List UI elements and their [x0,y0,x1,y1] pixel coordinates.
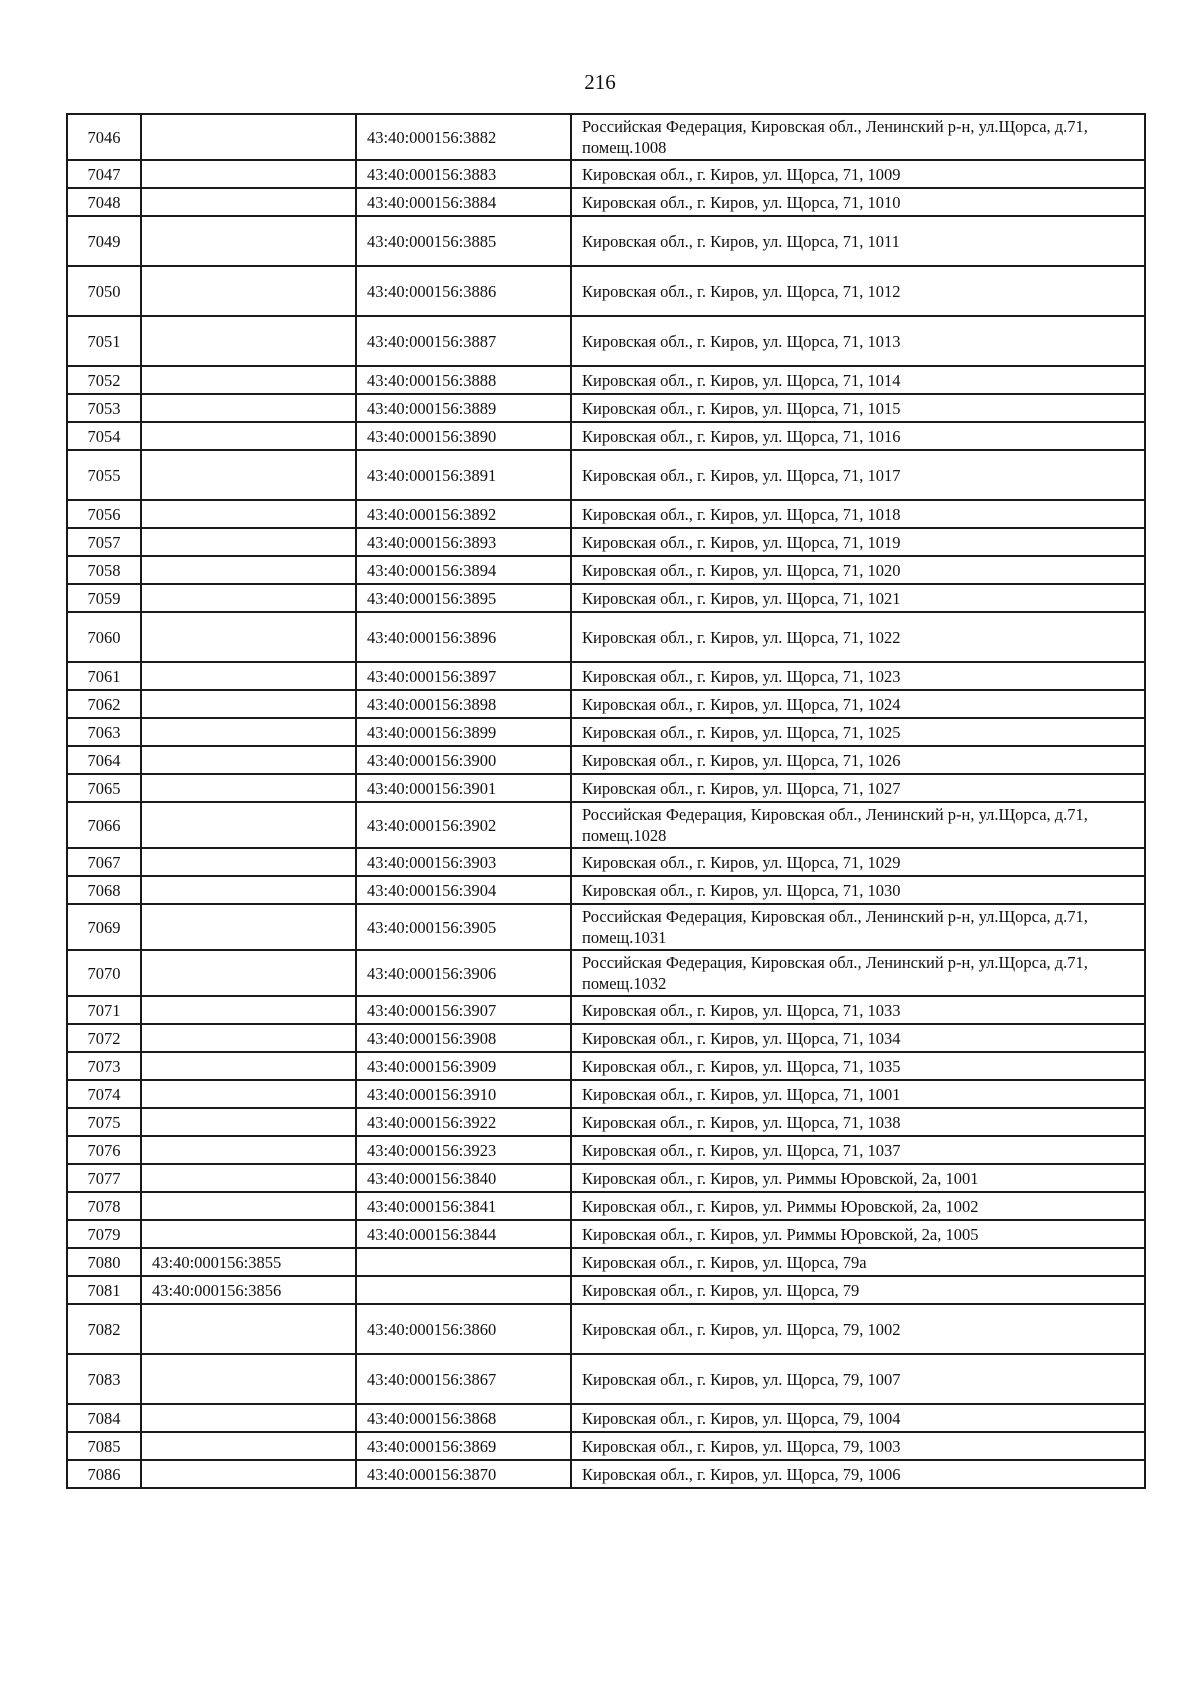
premises-cadastral-number-cell: 43:40:000156:3897 [356,662,571,690]
row-number-cell: 7048 [67,188,141,216]
row-number-cell: 7046 [67,114,141,160]
table-row [67,1460,1145,1488]
premises-cadastral-number-cell: 43:40:000156:3905 [356,904,571,950]
address-cell: Кировская обл., г. Киров, ул. Щорса, 71, 1034 [571,1024,1145,1052]
address-cell: Российская Федерация, Кировская обл., Ленинский р-н, ул.Щорса, д.71, помещ.1031 [571,904,1145,950]
address-cell: Кировская обл., г. Киров, ул. Щорса, 79, 1003 [571,1432,1145,1460]
cadastral-number-cell [141,1354,356,1404]
table-row [67,1304,1145,1354]
cadastral-number-cell [141,556,356,584]
address-cell: Кировская обл., г. Киров, ул. Щорса, 71, 1021 [571,584,1145,612]
row-number-cell: 7047 [67,160,141,188]
premises-cadastral-number-cell: 43:40:000156:3910 [356,1080,571,1108]
table-row [67,848,1145,876]
premises-cadastral-number-cell: 43:40:000156:3844 [356,1220,571,1248]
row-number-cell: 7080 [67,1248,141,1276]
row-number-cell: 7051 [67,316,141,366]
address-cell: Кировская обл., г. Киров, ул. Щорса, 71, 1012 [571,266,1145,316]
premises-cadastral-number-cell: 43:40:000156:3868 [356,1404,571,1432]
cadastral-number-cell [141,1304,356,1354]
premises-cadastral-number-cell: 43:40:000156:3870 [356,1460,571,1488]
row-number-cell: 7074 [67,1080,141,1108]
premises-cadastral-number-cell: 43:40:000156:3882 [356,114,571,160]
address-cell: Кировская обл., г. Киров, ул. Щорса, 71, 1019 [571,528,1145,556]
cadastral-number-cell [141,216,356,266]
table-row [67,216,1145,266]
row-number-cell: 7064 [67,746,141,774]
premises-cadastral-number-cell: 43:40:000156:3922 [356,1108,571,1136]
table-row [67,1024,1145,1052]
premises-cadastral-number-cell: 43:40:000156:3891 [356,450,571,500]
table-row [67,1052,1145,1080]
cadastral-number-cell [141,394,356,422]
cadastral-number-cell [141,366,356,394]
address-cell: Кировская обл., г. Киров, ул. Щорса, 71, 1033 [571,996,1145,1024]
cadastral-number-cell [141,746,356,774]
row-number-cell: 7053 [67,394,141,422]
table-row [67,188,1145,216]
row-number-cell: 7065 [67,774,141,802]
row-number-cell: 7055 [67,450,141,500]
table-row [67,718,1145,746]
cadastral-number-cell [141,1192,356,1220]
table-row [67,996,1145,1024]
cadastral-number-cell [141,848,356,876]
row-number-cell: 7081 [67,1276,141,1304]
row-number-cell: 7050 [67,266,141,316]
row-number-cell: 7073 [67,1052,141,1080]
cadastral-number-cell [141,1164,356,1192]
table-row [67,802,1145,848]
address-cell: Кировская обл., г. Киров, ул. Риммы Юровской, 2а, 1001 [571,1164,1145,1192]
table-row [67,500,1145,528]
cadastral-number-cell [141,266,356,316]
premises-cadastral-number-cell: 43:40:000156:3884 [356,188,571,216]
premises-cadastral-number-cell: 43:40:000156:3883 [356,160,571,188]
row-number-cell: 7077 [67,1164,141,1192]
row-number-cell: 7079 [67,1220,141,1248]
premises-cadastral-number-cell: 43:40:000156:3899 [356,718,571,746]
cadastral-number-cell [141,1108,356,1136]
premises-cadastral-number-cell: 43:40:000156:3907 [356,996,571,1024]
premises-cadastral-number-cell: 43:40:000156:3904 [356,876,571,904]
table-row [67,394,1145,422]
premises-cadastral-number-cell: 43:40:000156:3900 [356,746,571,774]
row-number-cell: 7061 [67,662,141,690]
address-cell: Кировская обл., г. Киров, ул. Щорса, 71, 1009 [571,160,1145,188]
address-cell: Кировская обл., г. Киров, ул. Щорса, 79 [571,1276,1145,1304]
premises-cadastral-number-cell: 43:40:000156:3886 [356,266,571,316]
premises-cadastral-number-cell: 43:40:000156:3889 [356,394,571,422]
table-row [67,316,1145,366]
table-row [67,528,1145,556]
premises-cadastral-number-cell: 43:40:000156:3840 [356,1164,571,1192]
row-number-cell: 7078 [67,1192,141,1220]
address-cell: Кировская обл., г. Киров, ул. Щорса, 71, 1025 [571,718,1145,746]
address-cell: Кировская обл., г. Киров, ул. Щорса, 71, 1010 [571,188,1145,216]
address-cell: Кировская обл., г. Киров, ул. Щорса, 71, 1037 [571,1136,1145,1164]
address-cell: Кировская обл., г. Киров, ул. Щорса, 71, 1038 [571,1108,1145,1136]
address-cell: Кировская обл., г. Киров, ул. Щорса, 71, 1015 [571,394,1145,422]
registry-table [66,113,1146,1489]
row-number-cell: 7083 [67,1354,141,1404]
address-cell: Кировская обл., г. Киров, ул. Щорса, 71, 1027 [571,774,1145,802]
table-row [67,450,1145,500]
table-row [67,662,1145,690]
row-number-cell: 7082 [67,1304,141,1354]
premises-cadastral-number-cell: 43:40:000156:3888 [356,366,571,394]
cadastral-number-cell [141,876,356,904]
table-row [67,114,1145,160]
premises-cadastral-number-cell: 43:40:000156:3909 [356,1052,571,1080]
table-row [67,1136,1145,1164]
cadastral-number-cell [141,1220,356,1248]
row-number-cell: 7049 [67,216,141,266]
address-cell: Кировская обл., г. Киров, ул. Щорса, 71, 1029 [571,848,1145,876]
cadastral-number-cell [141,1080,356,1108]
cadastral-number-cell [141,160,356,188]
address-cell: Кировская обл., г. Киров, ул. Риммы Юровской, 2а, 1005 [571,1220,1145,1248]
address-cell: Кировская обл., г. Киров, ул. Щорса, 79, 1007 [571,1354,1145,1404]
row-number-cell: 7067 [67,848,141,876]
row-number-cell: 7085 [67,1432,141,1460]
table-row [67,950,1145,996]
address-cell: Кировская обл., г. Киров, ул. Щорса, 71, 1035 [571,1052,1145,1080]
row-number-cell: 7069 [67,904,141,950]
premises-cadastral-number-cell: 43:40:000156:3895 [356,584,571,612]
row-number-cell: 7084 [67,1404,141,1432]
cadastral-number-cell [141,612,356,662]
table-row [67,904,1145,950]
address-cell: Кировская обл., г. Киров, ул. Щорса, 71, 1030 [571,876,1145,904]
address-cell: Кировская обл., г. Киров, ул. Щорса, 71, 1014 [571,366,1145,394]
row-number-cell: 7058 [67,556,141,584]
premises-cadastral-number-cell: 43:40:000156:3906 [356,950,571,996]
table-row [67,584,1145,612]
premises-cadastral-number-cell [356,1276,571,1304]
premises-cadastral-number-cell: 43:40:000156:3903 [356,848,571,876]
premises-cadastral-number-cell [356,1248,571,1276]
row-number-cell: 7056 [67,500,141,528]
address-cell: Кировская обл., г. Киров, ул. Щорса, 79, 1002 [571,1304,1145,1354]
table-row [67,612,1145,662]
row-number-cell: 7054 [67,422,141,450]
premises-cadastral-number-cell: 43:40:000156:3893 [356,528,571,556]
table-row [67,746,1145,774]
premises-cadastral-number-cell: 43:40:000156:3890 [356,422,571,450]
premises-cadastral-number-cell: 43:40:000156:3901 [356,774,571,802]
cadastral-number-cell [141,996,356,1024]
registry-table-body [67,114,1145,1488]
cadastral-number-cell [141,662,356,690]
address-cell: Кировская обл., г. Киров, ул. Щорса, 71, 1011 [571,216,1145,266]
address-cell: Кировская обл., г. Киров, ул. Щорса, 79, 1004 [571,1404,1145,1432]
row-number-cell: 7086 [67,1460,141,1488]
premises-cadastral-number-cell: 43:40:000156:3885 [356,216,571,266]
cadastral-number-cell [141,1136,356,1164]
row-number-cell: 7072 [67,1024,141,1052]
table-row [67,422,1145,450]
address-cell: Кировская обл., г. Киров, ул. Щорса, 71, 1017 [571,450,1145,500]
premises-cadastral-number-cell: 43:40:000156:3898 [356,690,571,718]
address-cell: Российская Федерация, Кировская обл., Ленинский р-н, ул.Щорса, д.71, помещ.1008 [571,114,1145,160]
row-number-cell: 7076 [67,1136,141,1164]
premises-cadastral-number-cell: 43:40:000156:3902 [356,802,571,848]
address-cell: Кировская обл., г. Киров, ул. Щорса, 71, 1023 [571,662,1145,690]
table-row [67,1108,1145,1136]
table-row [67,690,1145,718]
table-row [67,556,1145,584]
premises-cadastral-number-cell: 43:40:000156:3869 [356,1432,571,1460]
table-row [67,1354,1145,1404]
premises-cadastral-number-cell: 43:40:000156:3867 [356,1354,571,1404]
table-row [67,366,1145,394]
cadastral-number-cell [141,584,356,612]
cadastral-number-cell [141,528,356,556]
address-cell: Кировская обл., г. Киров, ул. Риммы Юровской, 2а, 1002 [571,1192,1145,1220]
table-row [67,1276,1145,1304]
address-cell: Российская Федерация, Кировская обл., Ленинский р-н, ул.Щорса, д.71, помещ.1028 [571,802,1145,848]
row-number-cell: 7062 [67,690,141,718]
address-cell: Российская Федерация, Кировская обл., Ленинский р-н, ул.Щорса, д.71, помещ.1032 [571,950,1145,996]
table-row [67,1164,1145,1192]
address-cell: Кировская обл., г. Киров, ул. Щорса, 71, 1018 [571,500,1145,528]
address-cell: Кировская обл., г. Киров, ул. Щорса, 79а [571,1248,1145,1276]
cadastral-number-cell [141,774,356,802]
row-number-cell: 7075 [67,1108,141,1136]
premises-cadastral-number-cell: 43:40:000156:3841 [356,1192,571,1220]
address-cell: Кировская обл., г. Киров, ул. Щорса, 71, 1001 [571,1080,1145,1108]
table-row [67,1192,1145,1220]
address-cell: Кировская обл., г. Киров, ул. Щорса, 71, 1024 [571,690,1145,718]
cadastral-number-cell [141,904,356,950]
address-cell: Кировская обл., г. Киров, ул. Щорса, 79, 1006 [571,1460,1145,1488]
row-number-cell: 7068 [67,876,141,904]
cadastral-number-cell [141,1460,356,1488]
cadastral-number-cell: 43:40:000156:3856 [141,1276,356,1304]
cadastral-number-cell [141,114,356,160]
address-cell: Кировская обл., г. Киров, ул. Щорса, 71, 1013 [571,316,1145,366]
table-row [67,876,1145,904]
table-row [67,1432,1145,1460]
premises-cadastral-number-cell: 43:40:000156:3894 [356,556,571,584]
cadastral-number-cell [141,1432,356,1460]
address-cell: Кировская обл., г. Киров, ул. Щорса, 71, 1026 [571,746,1145,774]
row-number-cell: 7071 [67,996,141,1024]
premises-cadastral-number-cell: 43:40:000156:3892 [356,500,571,528]
table-row [67,160,1145,188]
row-number-cell: 7070 [67,950,141,996]
cadastral-number-cell [141,1404,356,1432]
premises-cadastral-number-cell: 43:40:000156:3923 [356,1136,571,1164]
cadastral-number-cell [141,950,356,996]
row-number-cell: 7057 [67,528,141,556]
table-row [67,266,1145,316]
cadastral-number-cell [141,188,356,216]
row-number-cell: 7059 [67,584,141,612]
cadastral-number-cell [141,500,356,528]
row-number-cell: 7052 [67,366,141,394]
cadastral-number-cell [141,718,356,746]
premises-cadastral-number-cell: 43:40:000156:3887 [356,316,571,366]
row-number-cell: 7060 [67,612,141,662]
cadastral-number-cell [141,690,356,718]
cadastral-number-cell [141,422,356,450]
address-cell: Кировская обл., г. Киров, ул. Щорса, 71, 1016 [571,422,1145,450]
address-cell: Кировская обл., г. Киров, ул. Щорса, 71, 1022 [571,612,1145,662]
address-cell: Кировская обл., г. Киров, ул. Щорса, 71, 1020 [571,556,1145,584]
premises-cadastral-number-cell: 43:40:000156:3860 [356,1304,571,1354]
premises-cadastral-number-cell: 43:40:000156:3896 [356,612,571,662]
cadastral-number-cell: 43:40:000156:3855 [141,1248,356,1276]
row-number-cell: 7066 [67,802,141,848]
table-row [67,774,1145,802]
table-row [67,1404,1145,1432]
cadastral-number-cell [141,1052,356,1080]
cadastral-number-cell [141,450,356,500]
table-row [67,1080,1145,1108]
cadastral-number-cell [141,802,356,848]
table-row [67,1248,1145,1276]
cadastral-number-cell [141,1024,356,1052]
table-row [67,1220,1145,1248]
row-number-cell: 7063 [67,718,141,746]
premises-cadastral-number-cell: 43:40:000156:3908 [356,1024,571,1052]
cadastral-number-cell [141,316,356,366]
page-number: 216 [584,70,616,94]
